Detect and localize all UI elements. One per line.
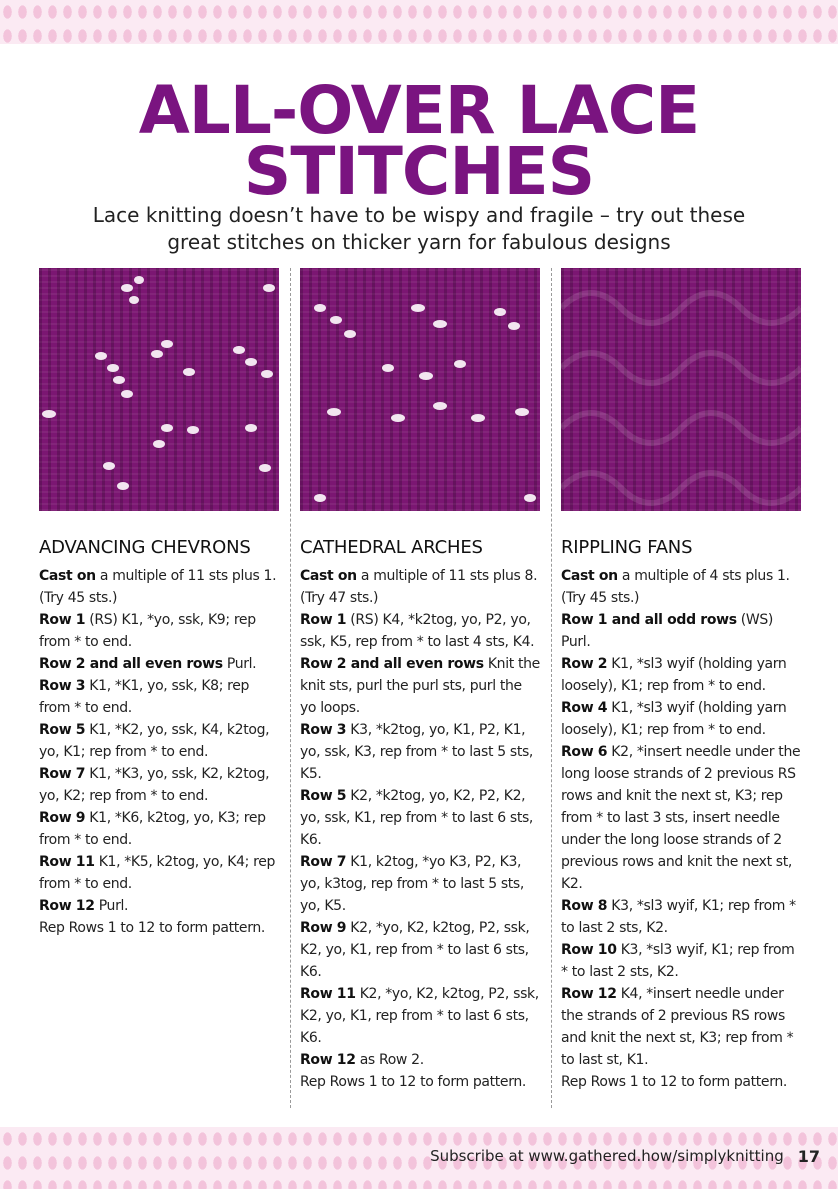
instruction-text: Rep Rows 1 to 12 to form pattern. xyxy=(39,920,265,936)
column-divider xyxy=(290,268,291,1108)
instruction-text: K1, *K1, yo, ssk, K8; rep from * to end. xyxy=(39,678,250,716)
instruction-label: Row 7 xyxy=(39,766,86,782)
instruction-line xyxy=(39,763,281,807)
swatch-advancing-chevrons-photo xyxy=(39,268,279,511)
instruction-line xyxy=(39,895,281,917)
lace-eyelets-chevrons xyxy=(39,268,279,511)
pattern-instructions xyxy=(39,565,281,939)
pattern-column-cathedral-arches xyxy=(300,537,542,1093)
instruction-label: Row 8 xyxy=(561,898,608,914)
instruction-label: Row 3 xyxy=(39,678,86,694)
page-title-line-2: STITCHES xyxy=(243,133,595,210)
instruction-label: Row 5 xyxy=(300,788,347,804)
instruction-line xyxy=(39,807,281,851)
instruction-line xyxy=(39,653,281,675)
instruction-text: Purl. xyxy=(222,656,257,672)
pattern-instructions xyxy=(300,565,542,1093)
instruction-text: K2, *insert needle under the long loose strands of 2 previous RS rows and knit the next st, K3; rep from * to last 3 sts, insert needle under the long loose strands of 2 previous rows and knit the next st, K2. xyxy=(561,744,801,892)
instruction-label: Cast on xyxy=(561,568,618,584)
pattern-instructions xyxy=(561,565,803,1093)
instruction-text: K2, *yo, K2, k2tog, P2, ssk, K2, yo, K1, rep from * to last 6 sts, K6. xyxy=(300,986,539,1046)
pattern-column-advancing-chevrons xyxy=(39,537,281,939)
instruction-line xyxy=(300,565,542,609)
instruction-line xyxy=(300,785,542,851)
instruction-text: Knit the knit sts, purl the purl sts, purl the yo loops. xyxy=(300,656,540,716)
instruction-text: as Row 2. xyxy=(355,1052,424,1068)
instruction-text: (RS) K1, *yo, ssk, K9; rep from * to end. xyxy=(39,612,256,650)
instruction-text: (RS) K4, *k2tog, yo, P2, yo, ssk, K5, rep from * to last 4 sts, K4. xyxy=(300,612,535,650)
instruction-text: K1, k2tog, *yo K3, P2, K3, yo, k3tog, rep from * to last 5 sts, yo, K5. xyxy=(300,854,524,914)
fan-strands-texture xyxy=(561,268,801,511)
instruction-text: Purl. xyxy=(94,898,129,914)
instruction-text: (WS) Purl. xyxy=(561,612,774,650)
pattern-heading: CATHEDRAL ARCHES xyxy=(300,537,483,558)
instruction-line xyxy=(561,741,803,895)
instruction-label: Row 7 xyxy=(300,854,347,870)
subtitle-line-1: Lace knitting doesn’t have to be wispy and fragile – try out these xyxy=(92,203,746,227)
instruction-line xyxy=(561,697,803,741)
instruction-line xyxy=(300,1049,542,1071)
instruction-line xyxy=(39,719,281,763)
swatch-rippling-fans-photo xyxy=(561,268,801,511)
instruction-label: Row 11 xyxy=(39,854,95,870)
instruction-label: Row 9 xyxy=(300,920,347,936)
page-title-line-1: ALL-OVER LACE xyxy=(138,72,700,149)
column-divider xyxy=(551,268,552,1108)
instruction-label: Row 1 and all odd rows xyxy=(561,612,737,628)
instruction-text: K2, *k2tog, yo, K2, P2, K2, yo, ssk, K1, rep from * to last 6 sts, K6. xyxy=(300,788,534,848)
instruction-text: a multiple of 11 sts plus 1. (Try 45 sts.) xyxy=(39,568,277,606)
instruction-line xyxy=(300,653,542,719)
instruction-label: Row 4 xyxy=(561,700,608,716)
instruction-line xyxy=(561,983,803,1071)
instruction-text: Rep Rows 1 to 12 to form pattern. xyxy=(561,1074,787,1090)
instruction-text: K1, *K3, yo, ssk, K2, k2tog, yo, K2; rep from * to end. xyxy=(39,766,270,804)
instruction-label: Row 2 and all even rows xyxy=(39,656,223,672)
instruction-line xyxy=(561,565,803,609)
instruction-line xyxy=(561,609,803,653)
instruction-label: Cast on xyxy=(39,568,96,584)
instruction-label: Row 9 xyxy=(39,810,86,826)
subscribe-link[interactable]: Subscribe at www.gathered.how/simplyknitting xyxy=(430,1147,784,1165)
instruction-text: K3, *k2tog, yo, K1, P2, K1, yo, ssk, K3, rep from * to last 5 sts, K5. xyxy=(300,722,534,782)
swatch-cathedral-arches-photo xyxy=(300,268,540,511)
instruction-line xyxy=(39,851,281,895)
instruction-line xyxy=(300,917,542,983)
page-number: 17 xyxy=(797,1146,820,1166)
page-title xyxy=(0,72,838,210)
instruction-line xyxy=(39,609,281,653)
lace-eyelets-arches xyxy=(300,268,540,511)
instruction-line xyxy=(561,939,803,983)
instruction-text: a multiple of 11 sts plus 8. (Try 47 sts.) xyxy=(300,568,538,606)
instruction-line xyxy=(561,653,803,697)
instruction-line xyxy=(300,983,542,1049)
instruction-label: Row 12 xyxy=(300,1052,356,1068)
instruction-text: K4, *insert needle under the strands of 2 previous RS rows and knit the next st, K3; rep from * to last st, K1. xyxy=(561,986,794,1068)
instruction-line xyxy=(300,609,542,653)
instruction-text: K1, *K2, yo, ssk, K4, k2tog, yo, K1; rep from * to end. xyxy=(39,722,270,760)
instruction-label: Row 10 xyxy=(561,942,617,958)
instruction-label: Row 12 xyxy=(39,898,95,914)
instruction-line xyxy=(39,917,281,939)
instruction-label: Row 5 xyxy=(39,722,86,738)
instruction-line xyxy=(39,565,281,609)
subtitle-line-2: great stitches on thicker yarn for fabulous designs xyxy=(167,230,671,254)
instruction-line xyxy=(561,1071,803,1093)
instruction-text: a multiple of 4 sts plus 1. (Try 45 sts.) xyxy=(561,568,790,606)
instruction-label: Row 11 xyxy=(300,986,356,1002)
instruction-text: Rep Rows 1 to 12 to form pattern. xyxy=(300,1074,526,1090)
pattern-heading: ADVANCING CHEVRONS xyxy=(39,537,251,558)
instruction-line xyxy=(300,851,542,917)
instruction-text: K1, *K5, k2tog, yo, K4; rep from * to end. xyxy=(39,854,276,892)
instruction-label: Row 12 xyxy=(561,986,617,1002)
instruction-label: Row 2 and all even rows xyxy=(300,656,484,672)
decorative-knit-band-top xyxy=(0,0,838,44)
instruction-text: K2, *yo, K2, k2tog, P2, ssk, K2, yo, K1, rep from * to last 6 sts, K6. xyxy=(300,920,530,980)
instruction-line xyxy=(561,895,803,939)
instruction-line xyxy=(300,719,542,785)
instruction-line xyxy=(39,675,281,719)
instruction-label: Row 3 xyxy=(300,722,347,738)
instruction-line xyxy=(300,1071,542,1093)
instruction-label: Row 2 xyxy=(561,656,608,672)
page-footer xyxy=(430,1145,820,1167)
instruction-text: K1, *sl3 wyif (holding yarn loosely), K1; rep from * to end. xyxy=(561,656,787,694)
instruction-text: K3, *sl3 wyif, K1; rep from * to last 2 sts, K2. xyxy=(561,898,796,936)
page-subtitle xyxy=(60,202,778,256)
pattern-column-rippling-fans xyxy=(561,537,803,1093)
instruction-text: K1, *K6, k2tog, yo, K3; rep from * to end. xyxy=(39,810,266,848)
instruction-label: Row 1 xyxy=(39,612,86,628)
instruction-text: K3, *sl3 wyif, K1; rep from * to last 2 sts, K2. xyxy=(561,942,795,980)
instruction-text: K1, *sl3 wyif (holding yarn loosely), K1; rep from * to end. xyxy=(561,700,787,738)
pattern-heading: RIPPLING FANS xyxy=(561,537,693,558)
instruction-label: Row 6 xyxy=(561,744,608,760)
instruction-label: Cast on xyxy=(300,568,357,584)
instruction-label: Row 1 xyxy=(300,612,347,628)
